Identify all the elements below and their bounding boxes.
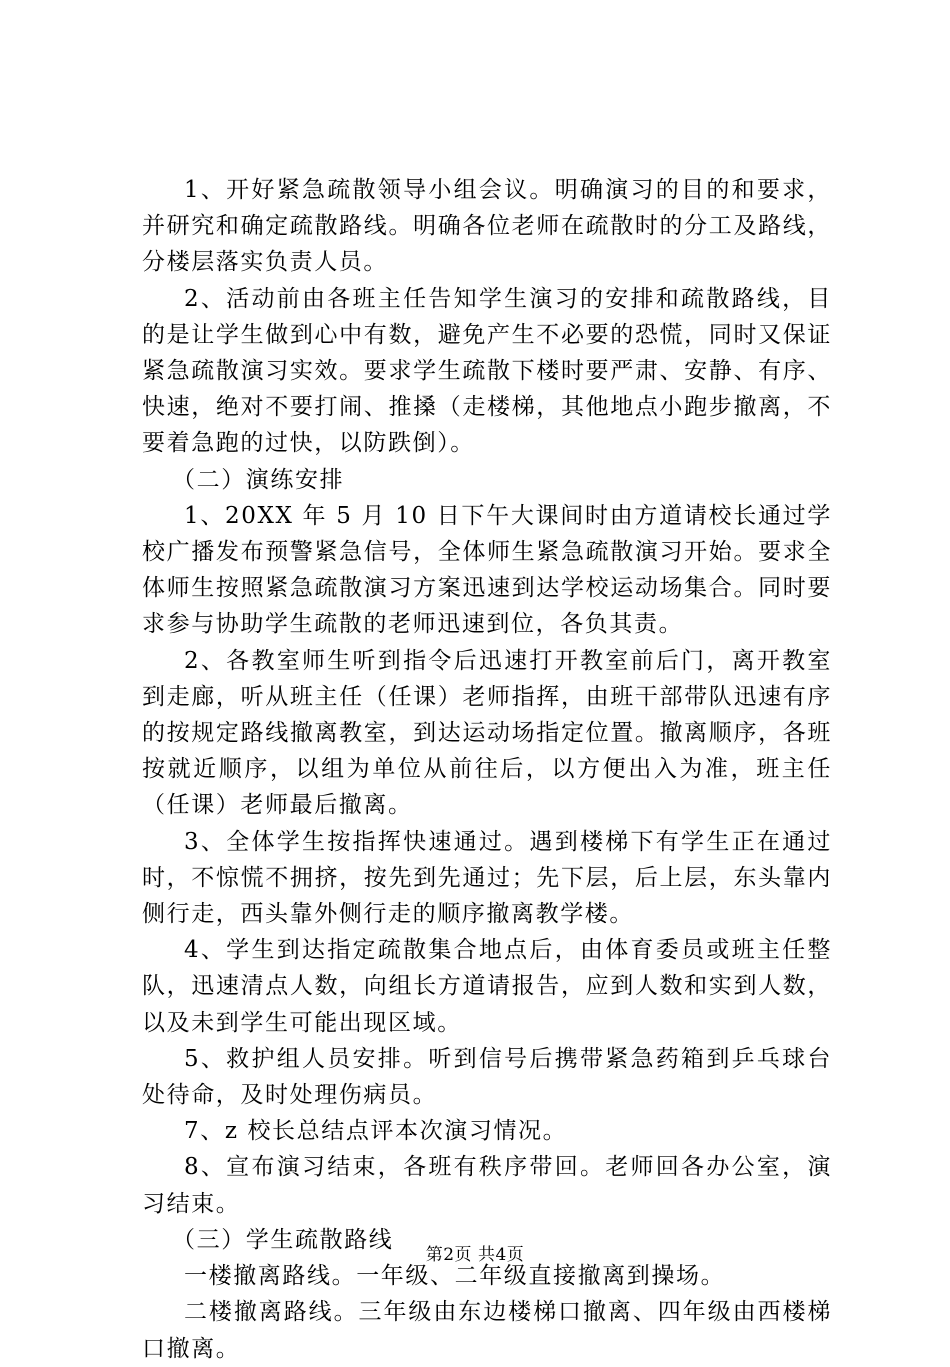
paragraph-7: 5、救护组人员安排。听到信号后携带紧急药箱到乒乓球台处待命，及时处理伤病员。: [142, 1045, 832, 1109]
paragraph-3: 1、20XX 年 5 月 10 日下午大课间时由方道请校长通过学校广播发布预警紧急信号，全体师生紧急疏散演习开始。要求全体师生按照紧急疏散演习方案迅速到达学校运动场集合。同时要求参与协助学生疏散的老师迅速到位，各负其责。: [142, 502, 832, 638]
paragraph-4: 2、各教室师生听到指令后迅速打开教室前后门，离开教室到走廊，听从班主任（任课）老师指挥，由班干部带队迅速有序的按规定路线撤离教室，到达运动场指定位置。撤离顺序，各班按就近顺序，以组为单位从前往后，以方便出入为准，班主任（任课）老师最后撤离。: [142, 647, 832, 819]
page-footer: 第2页 共4页: [425, 1245, 525, 1265]
paragraph-1: 1、开好紧急疏散领导小组会议。明确演习的目的和要求，并研究和确定疏散路线。明确各位老师在疏散时的分工及路线，分楼层落实负责人员。: [142, 177, 832, 276]
section-heading-drill-arrangement: （二）演练安排: [172, 466, 345, 493]
section-heading-evacuation-routes: （三）学生疏散路线: [172, 1226, 394, 1253]
document-body: [142, 172, 832, 1367]
paragraph-6: 4、学生到达指定疏散集合地点后，由体育委员或班主任整队，迅速清点人数，向组长方道请报告，应到人数和实到人数，以及未到学生可能出现区域。: [142, 937, 832, 1036]
paragraph-10: 一楼撤离路线。一年级、二年级直接撤离到操场。: [184, 1263, 726, 1290]
paragraph-2: 2、活动前由各班主任告知学生演习的安排和疏散路线，目的是让学生做到心中有数，避免产生不必要的恐慌，同时又保证紧急疏散演习实效。要求学生疏散下楼时要严肃、安静、有序、快速，绝对不要打闹、推搡（走楼梯，其他地点小跑步撤离，不要着急跑的过快，以防跌倒）。: [142, 285, 832, 457]
paragraph-5: 3、全体学生按指挥快速通过。遇到楼梯下有学生正在通过时，不惊慌不拥挤，按先到先通过；先下层，后上层，东头靠内侧行走，西头靠外侧行走的顺序撤离教学楼。: [142, 828, 832, 928]
paragraph-9: 8、宣布演习结束，各班有秩序带回。老师回各办公室，演习结束。: [142, 1154, 832, 1217]
paragraph-11: 二楼撤离路线。三年级由东边楼梯口撤离、四年级由西楼梯口撤离。: [142, 1299, 832, 1362]
paragraph-8: 7、z 校长总结点评本次演习情况。: [184, 1118, 568, 1145]
